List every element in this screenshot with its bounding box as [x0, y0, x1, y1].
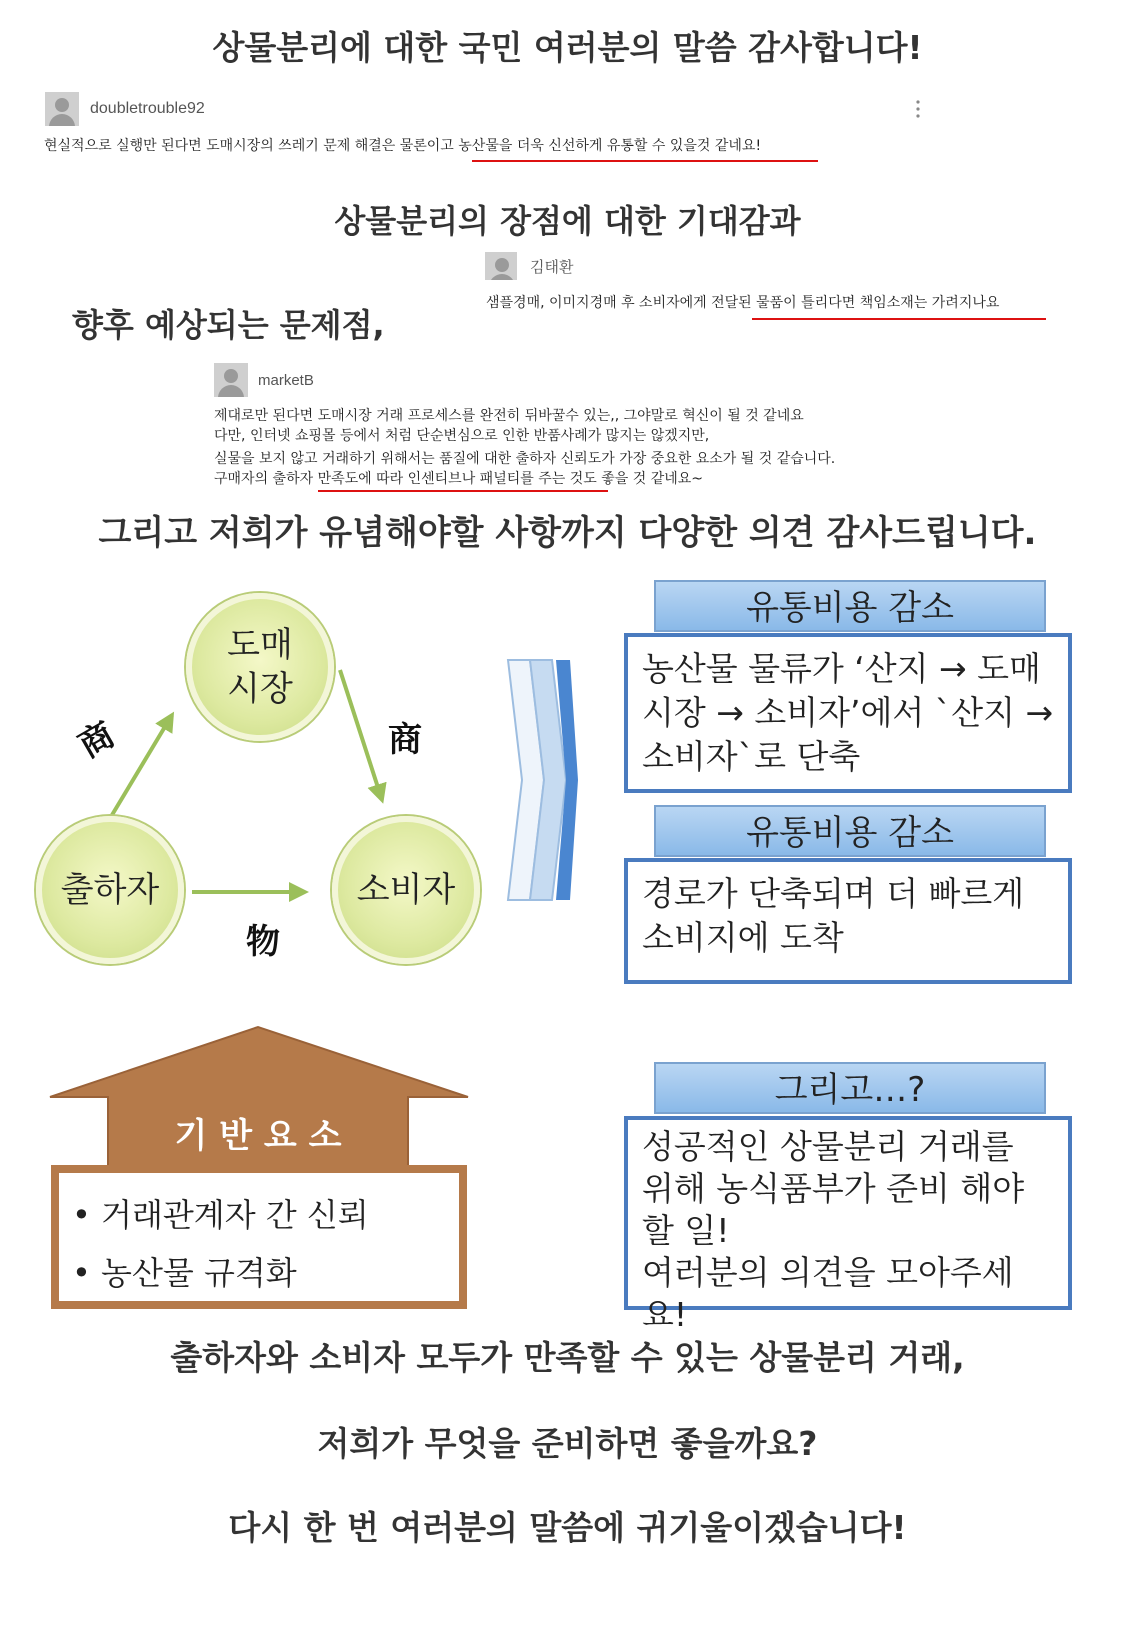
- comment-text: 실물을 보지 않고 거래하기 위해서는 품질에 대한 출하자 신뢰도가 가장 중요한 요소가 될 것 같습니다.: [214, 451, 836, 467]
- highlight-underline: [318, 490, 608, 492]
- avatar: [45, 92, 79, 126]
- more-vertical-icon[interactable]: [912, 98, 924, 120]
- closing-question: 저희가 무엇을 준비하면 좋을까요?: [317, 1424, 818, 1463]
- logistics-label: 物: [246, 922, 280, 962]
- closing-thanks: 다시 한 번 여러분의 말씀에 귀기울이겠습니다!: [228, 1508, 907, 1547]
- comment-text: 샘플경매, 이미지경매 후 소비자에게 전달된 물품이 틀리다면 책임소재는 가려지나요: [486, 295, 1000, 311]
- consumer-node: [332, 816, 480, 964]
- comment-text: 구매자의 출하자 만족도에 따라 인센티브나 패널티를 주는 것도 좋을 것 같네요~: [214, 471, 703, 487]
- panel-header: 유통비용 감소: [654, 805, 1046, 857]
- panel-body: 성공적인 상물분리 거래를 위해 농식품부가 준비 해야 할 일! 여러분의 의견을 모아주세요!: [624, 1116, 1072, 1310]
- panel-body: 경로가 단축되며 더 빠르게 소비지에 도착: [624, 858, 1072, 984]
- comment-username: 김태환: [530, 259, 574, 276]
- commerce-label-right: 商: [388, 720, 422, 760]
- commerce-label-left: 商: [72, 714, 122, 767]
- consumer-node-label: 소비자: [356, 870, 456, 910]
- highlight-underline: [472, 160, 818, 162]
- comment-text: 제대로만 된다면 도매시장 거래 프로세스를 완전히 뒤바꿀수 있는,, 그야말로 혁신이 될 것 같네요: [214, 408, 804, 424]
- shipper-node-label: 출하자: [60, 870, 160, 910]
- avatar: [214, 363, 248, 397]
- comment-username: marketB: [258, 372, 314, 389]
- shipper-node: [36, 816, 184, 964]
- page-title: 상물분리에 대한 국민 여러분의 말씀 감사합니다!: [212, 28, 923, 67]
- closing-line: 출하자와 소비자 모두가 만족할 수 있는 상물분리 거래,: [170, 1338, 965, 1377]
- comment-username: doubletrouble92: [90, 100, 205, 117]
- market-node: [186, 593, 334, 741]
- foundation-item: • 농산물 규격화: [72, 1254, 297, 1292]
- foundation-item: • 거래관계자 간 신뢰: [72, 1196, 369, 1234]
- avatar: [485, 252, 517, 280]
- market-node-label: 도매 시장: [227, 625, 293, 709]
- highlight-underline: [752, 318, 1046, 320]
- comment-text: 다만, 인터넷 쇼핑몰 등에서 처럼 단순변심으로 인한 반품사례가 많지는 않겠지만,: [214, 428, 710, 444]
- panel-header: 유통비용 감소: [654, 580, 1046, 632]
- section-heading: 향후 예상되는 문제점,: [72, 306, 385, 344]
- panel-header: 그리고…?: [654, 1062, 1046, 1114]
- panel-body: 농산물 물류가 ‘산지 → 도매시장 → 소비자’에서 `산지 → 소비자`로 단축: [624, 633, 1072, 793]
- section-heading: 그리고 저희가 유념해야할 사항까지 다양한 의견 감사드립니다.: [98, 513, 1037, 553]
- section-heading: 상물분리의 장점에 대한 기대감과: [334, 202, 801, 240]
- foundation-title: 기 반 요 소: [174, 1116, 342, 1156]
- comment-text: 현실적으로 실행만 된다면 도매시장의 쓰레기 문제 해결은 물론이고 농산물을 더욱 신선하게 유통할 수 있을것 같네요!: [44, 138, 762, 154]
